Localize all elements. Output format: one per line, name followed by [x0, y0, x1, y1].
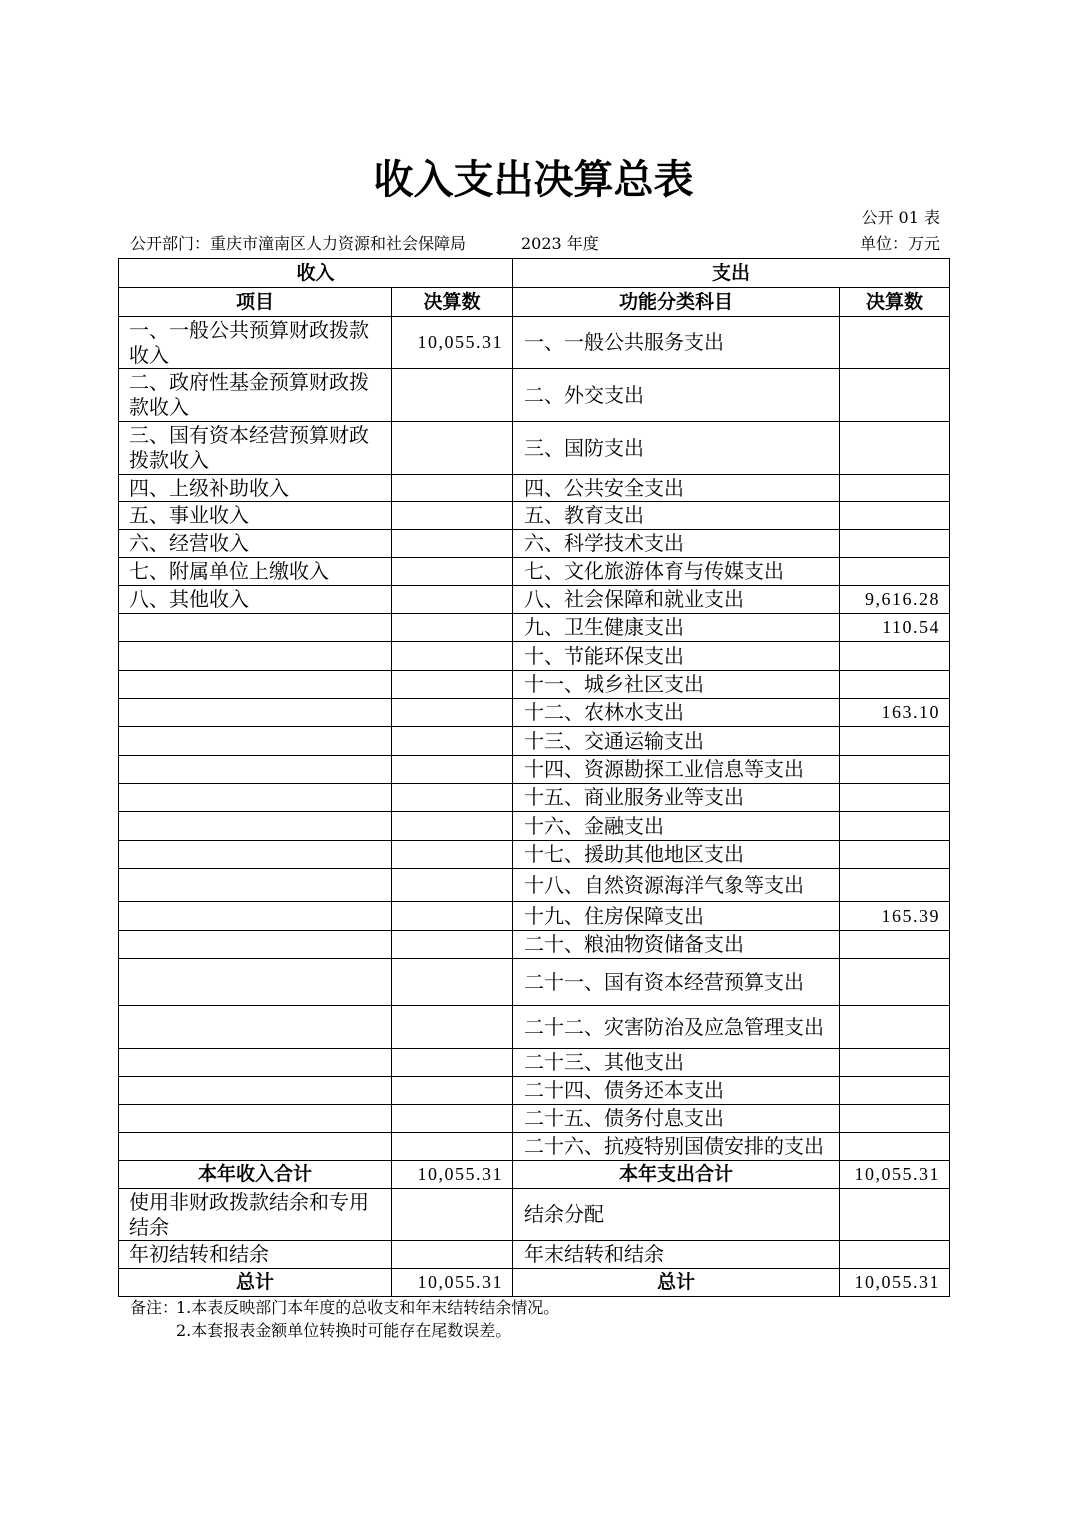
- carryover-row: [119, 1241, 950, 1269]
- expense-item-cell: 十二、农林水支出: [513, 699, 840, 727]
- expense-amount-cell: 165.39: [840, 902, 950, 931]
- expense-amount-cell: [840, 369, 950, 422]
- income-item-cell: 总计: [119, 1269, 392, 1297]
- income-amount-cell: [392, 931, 513, 959]
- expense-amount-cell: [840, 1241, 950, 1269]
- income-item-cell: 一、一般公共预算财政拨款收入: [119, 317, 392, 369]
- income-item-cell: [119, 902, 392, 931]
- expense-item-cell: 二十六、抗疫特别国债安排的支出: [513, 1133, 840, 1161]
- income-amount-cell: [392, 1006, 513, 1049]
- income-amount-cell: [392, 369, 513, 422]
- income-item-cell: [119, 756, 392, 784]
- income-item-cell: [119, 642, 392, 671]
- income-item-cell: [119, 671, 392, 699]
- expense-amount-cell: [840, 1049, 950, 1077]
- expense-item-cell: 六、科学技术支出: [513, 530, 840, 558]
- income-amount-cell: [392, 586, 513, 614]
- table-row: [119, 931, 950, 959]
- table-row: [119, 756, 950, 784]
- expense-item-cell: 十五、商业服务业等支出: [513, 784, 840, 812]
- expense-item-cell: 本年支出合计: [513, 1161, 840, 1189]
- income-amount-cell: [392, 422, 513, 475]
- income-item-cell: 使用非财政拨款结余和专用结余: [119, 1189, 392, 1241]
- income-item-cell: 三、国有资本经营预算财政拨款收入: [119, 422, 392, 475]
- income-amount-cell: [392, 671, 513, 699]
- expense-amount-cell: 110.54: [840, 614, 950, 642]
- table-row: [119, 869, 950, 902]
- expense-item-cell: 十一、城乡社区支出: [513, 671, 840, 699]
- income-amount-cell: [392, 1077, 513, 1105]
- expense-amount-cell: [840, 756, 950, 784]
- expense-item-cell: 三、国防支出: [513, 422, 840, 475]
- table-row: [119, 317, 950, 369]
- grand-total-row: [119, 1269, 950, 1297]
- expense-amount-cell: [840, 502, 950, 530]
- income-amount-cell: [392, 902, 513, 931]
- expense-amount-cell: [840, 317, 950, 369]
- income-item-header: 项目: [119, 288, 392, 317]
- expense-item-cell: 总计: [513, 1269, 840, 1297]
- income-item-cell: 四、上级补助收入: [119, 475, 392, 502]
- income-item-cell: [119, 1006, 392, 1049]
- income-amount-cell: [392, 784, 513, 812]
- income-item-cell: [119, 699, 392, 727]
- expense-amount-cell: [840, 841, 950, 869]
- expense-item-cell: 十八、自然资源海洋气象等支出: [513, 869, 840, 902]
- expense-item-cell: 二十三、其他支出: [513, 1049, 840, 1077]
- expense-item-cell: 二十二、灾害防治及应急管理支出: [513, 1006, 840, 1049]
- note-item: 2.本套报表金额单位转换时可能存在尾数误差。: [176, 1321, 512, 1340]
- income-item-cell: 本年收入合计: [119, 1161, 392, 1189]
- form-code: 公开 01 表: [861, 208, 940, 227]
- income-amount-cell: [392, 869, 513, 902]
- table-row: [119, 586, 950, 614]
- expense-amount-cell: 163.10: [840, 699, 950, 727]
- income-item-cell: 五、事业收入: [119, 502, 392, 530]
- income-amount-cell: 10,055.31: [392, 1161, 513, 1189]
- expense-item-cell: 二十四、债务还本支出: [513, 1077, 840, 1105]
- expense-item-cell: 五、教育支出: [513, 502, 840, 530]
- income-amount-cell: [392, 727, 513, 756]
- unit-label: 单位：万元: [859, 234, 940, 253]
- expense-amount-cell: [840, 1006, 950, 1049]
- income-item-cell: 七、附属单位上缴收入: [119, 558, 392, 586]
- table-row: [119, 784, 950, 812]
- expense-amount-cell: [840, 869, 950, 902]
- expense-amount-cell: [840, 812, 950, 841]
- table-row: [119, 369, 950, 422]
- income-item-cell: 八、其他收入: [119, 586, 392, 614]
- table-body: [119, 317, 950, 1297]
- income-amount-cell: 10,055.31: [392, 317, 513, 369]
- income-amount-cell: [392, 841, 513, 869]
- income-item-cell: 年初结转和结余: [119, 1241, 392, 1269]
- table-row: [119, 841, 950, 869]
- income-item-cell: [119, 784, 392, 812]
- income-item-cell: [119, 1049, 392, 1077]
- expense-amount-cell: [840, 530, 950, 558]
- expense-amount-cell: [840, 931, 950, 959]
- income-item-cell: [119, 614, 392, 642]
- income-item-cell: [119, 1077, 392, 1105]
- income-item-cell: [119, 841, 392, 869]
- expense-item-cell: 七、文化旅游体育与传媒支出: [513, 558, 840, 586]
- table-row: [119, 1133, 950, 1161]
- expense-item-cell: 十九、住房保障支出: [513, 902, 840, 931]
- fiscal-year: 2023 年度: [521, 234, 599, 253]
- table-row: [119, 1006, 950, 1049]
- income-item-cell: [119, 959, 392, 1006]
- table-row: [119, 727, 950, 756]
- income-item-cell: [119, 727, 392, 756]
- expense-item-cell: 年末结转和结余: [513, 1241, 840, 1269]
- expense-amount-cell: [840, 671, 950, 699]
- expense-item-cell: 四、公共安全支出: [513, 475, 840, 502]
- income-item-cell: [119, 1105, 392, 1133]
- expense-amount-cell: [840, 422, 950, 475]
- income-amount-cell: [392, 1241, 513, 1269]
- expense-amount-cell: 9,616.28: [840, 586, 950, 614]
- income-amount-cell: [392, 756, 513, 784]
- department-label: 公开部门：重庆市潼南区人力资源和社会保障局: [130, 234, 467, 253]
- note-item: 1.本表反映部门本年度的总收支和年末结转结余情况。: [176, 1298, 560, 1317]
- expense-amount-cell: [840, 475, 950, 502]
- table-row: [119, 475, 950, 502]
- expense-group-header: 支出: [513, 259, 950, 288]
- expense-item-cell: 二、外交支出: [513, 369, 840, 422]
- expense-amount-cell: [840, 959, 950, 1006]
- budget-summary-table: [118, 258, 950, 1297]
- table-row: [119, 558, 950, 586]
- expense-item-cell: 九、卫生健康支出: [513, 614, 840, 642]
- income-amount-cell: [392, 812, 513, 841]
- table-row: [119, 1049, 950, 1077]
- income-item-cell: [119, 812, 392, 841]
- income-item-cell: [119, 1133, 392, 1161]
- income-amount-cell: [392, 1133, 513, 1161]
- page-title: 收入支出决算总表: [373, 157, 694, 203]
- income-amount-cell: [392, 475, 513, 502]
- expense-item-cell: 八、社会保障和就业支出: [513, 586, 840, 614]
- balance-usage-row: [119, 1189, 950, 1241]
- table-row: [119, 614, 950, 642]
- income-amount-cell: [392, 1105, 513, 1133]
- expense-item-cell: 一、一般公共服务支出: [513, 317, 840, 369]
- column-header-row: [119, 288, 950, 317]
- income-amount-cell: [392, 530, 513, 558]
- expense-item-cell: 二十、粮油物资储备支出: [513, 931, 840, 959]
- table-row: [119, 422, 950, 475]
- expense-item-cell: 二十一、国有资本经营预算支出: [513, 959, 840, 1006]
- expense-amount-header: 决算数: [840, 288, 950, 317]
- expense-item-cell: 十七、援助其他地区支出: [513, 841, 840, 869]
- income-amount-cell: [392, 614, 513, 642]
- expense-amount-cell: 10,055.31: [840, 1161, 950, 1189]
- income-item-cell: [119, 869, 392, 902]
- group-header-row: [119, 259, 950, 288]
- expense-amount-cell: [840, 727, 950, 756]
- table-row: [119, 902, 950, 931]
- table-row: [119, 812, 950, 841]
- table-row: [119, 699, 950, 727]
- income-amount-header: 决算数: [392, 288, 513, 317]
- income-item-cell: 六、经营收入: [119, 530, 392, 558]
- income-item-cell: 二、政府性基金预算财政拨款收入: [119, 369, 392, 422]
- table-row: [119, 1105, 950, 1133]
- notes-label: 备注：: [130, 1298, 179, 1317]
- income-amount-cell: [392, 558, 513, 586]
- table-row: [119, 642, 950, 671]
- table-row: [119, 671, 950, 699]
- expense-item-cell: 十六、金融支出: [513, 812, 840, 841]
- income-amount-cell: [392, 642, 513, 671]
- expense-item-cell: 十、节能环保支出: [513, 642, 840, 671]
- expense-amount-cell: [840, 558, 950, 586]
- expense-amount-cell: [840, 1133, 950, 1161]
- expense-item-cell: 结余分配: [513, 1189, 840, 1241]
- expense-amount-cell: [840, 1105, 950, 1133]
- table-row: [119, 1077, 950, 1105]
- income-amount-cell: [392, 959, 513, 1006]
- expense-item-cell: 十三、交通运输支出: [513, 727, 840, 756]
- current-year-total-row: [119, 1161, 950, 1189]
- income-group-header: 收入: [119, 259, 513, 288]
- expense-amount-cell: 10,055.31: [840, 1269, 950, 1297]
- table-row: [119, 959, 950, 1006]
- expense-amount-cell: [840, 1077, 950, 1105]
- table-row: [119, 530, 950, 558]
- income-amount-cell: [392, 502, 513, 530]
- income-item-cell: [119, 931, 392, 959]
- expense-amount-cell: [840, 642, 950, 671]
- income-amount-cell: [392, 1049, 513, 1077]
- expense-item-cell: 二十五、债务付息支出: [513, 1105, 840, 1133]
- income-amount-cell: 10,055.31: [392, 1269, 513, 1297]
- table-row: [119, 502, 950, 530]
- expense-item-header: 功能分类科目: [513, 288, 840, 317]
- expense-amount-cell: [840, 784, 950, 812]
- expense-amount-cell: [840, 1189, 950, 1241]
- expense-item-cell: 十四、资源勘探工业信息等支出: [513, 756, 840, 784]
- income-amount-cell: [392, 1189, 513, 1241]
- income-amount-cell: [392, 699, 513, 727]
